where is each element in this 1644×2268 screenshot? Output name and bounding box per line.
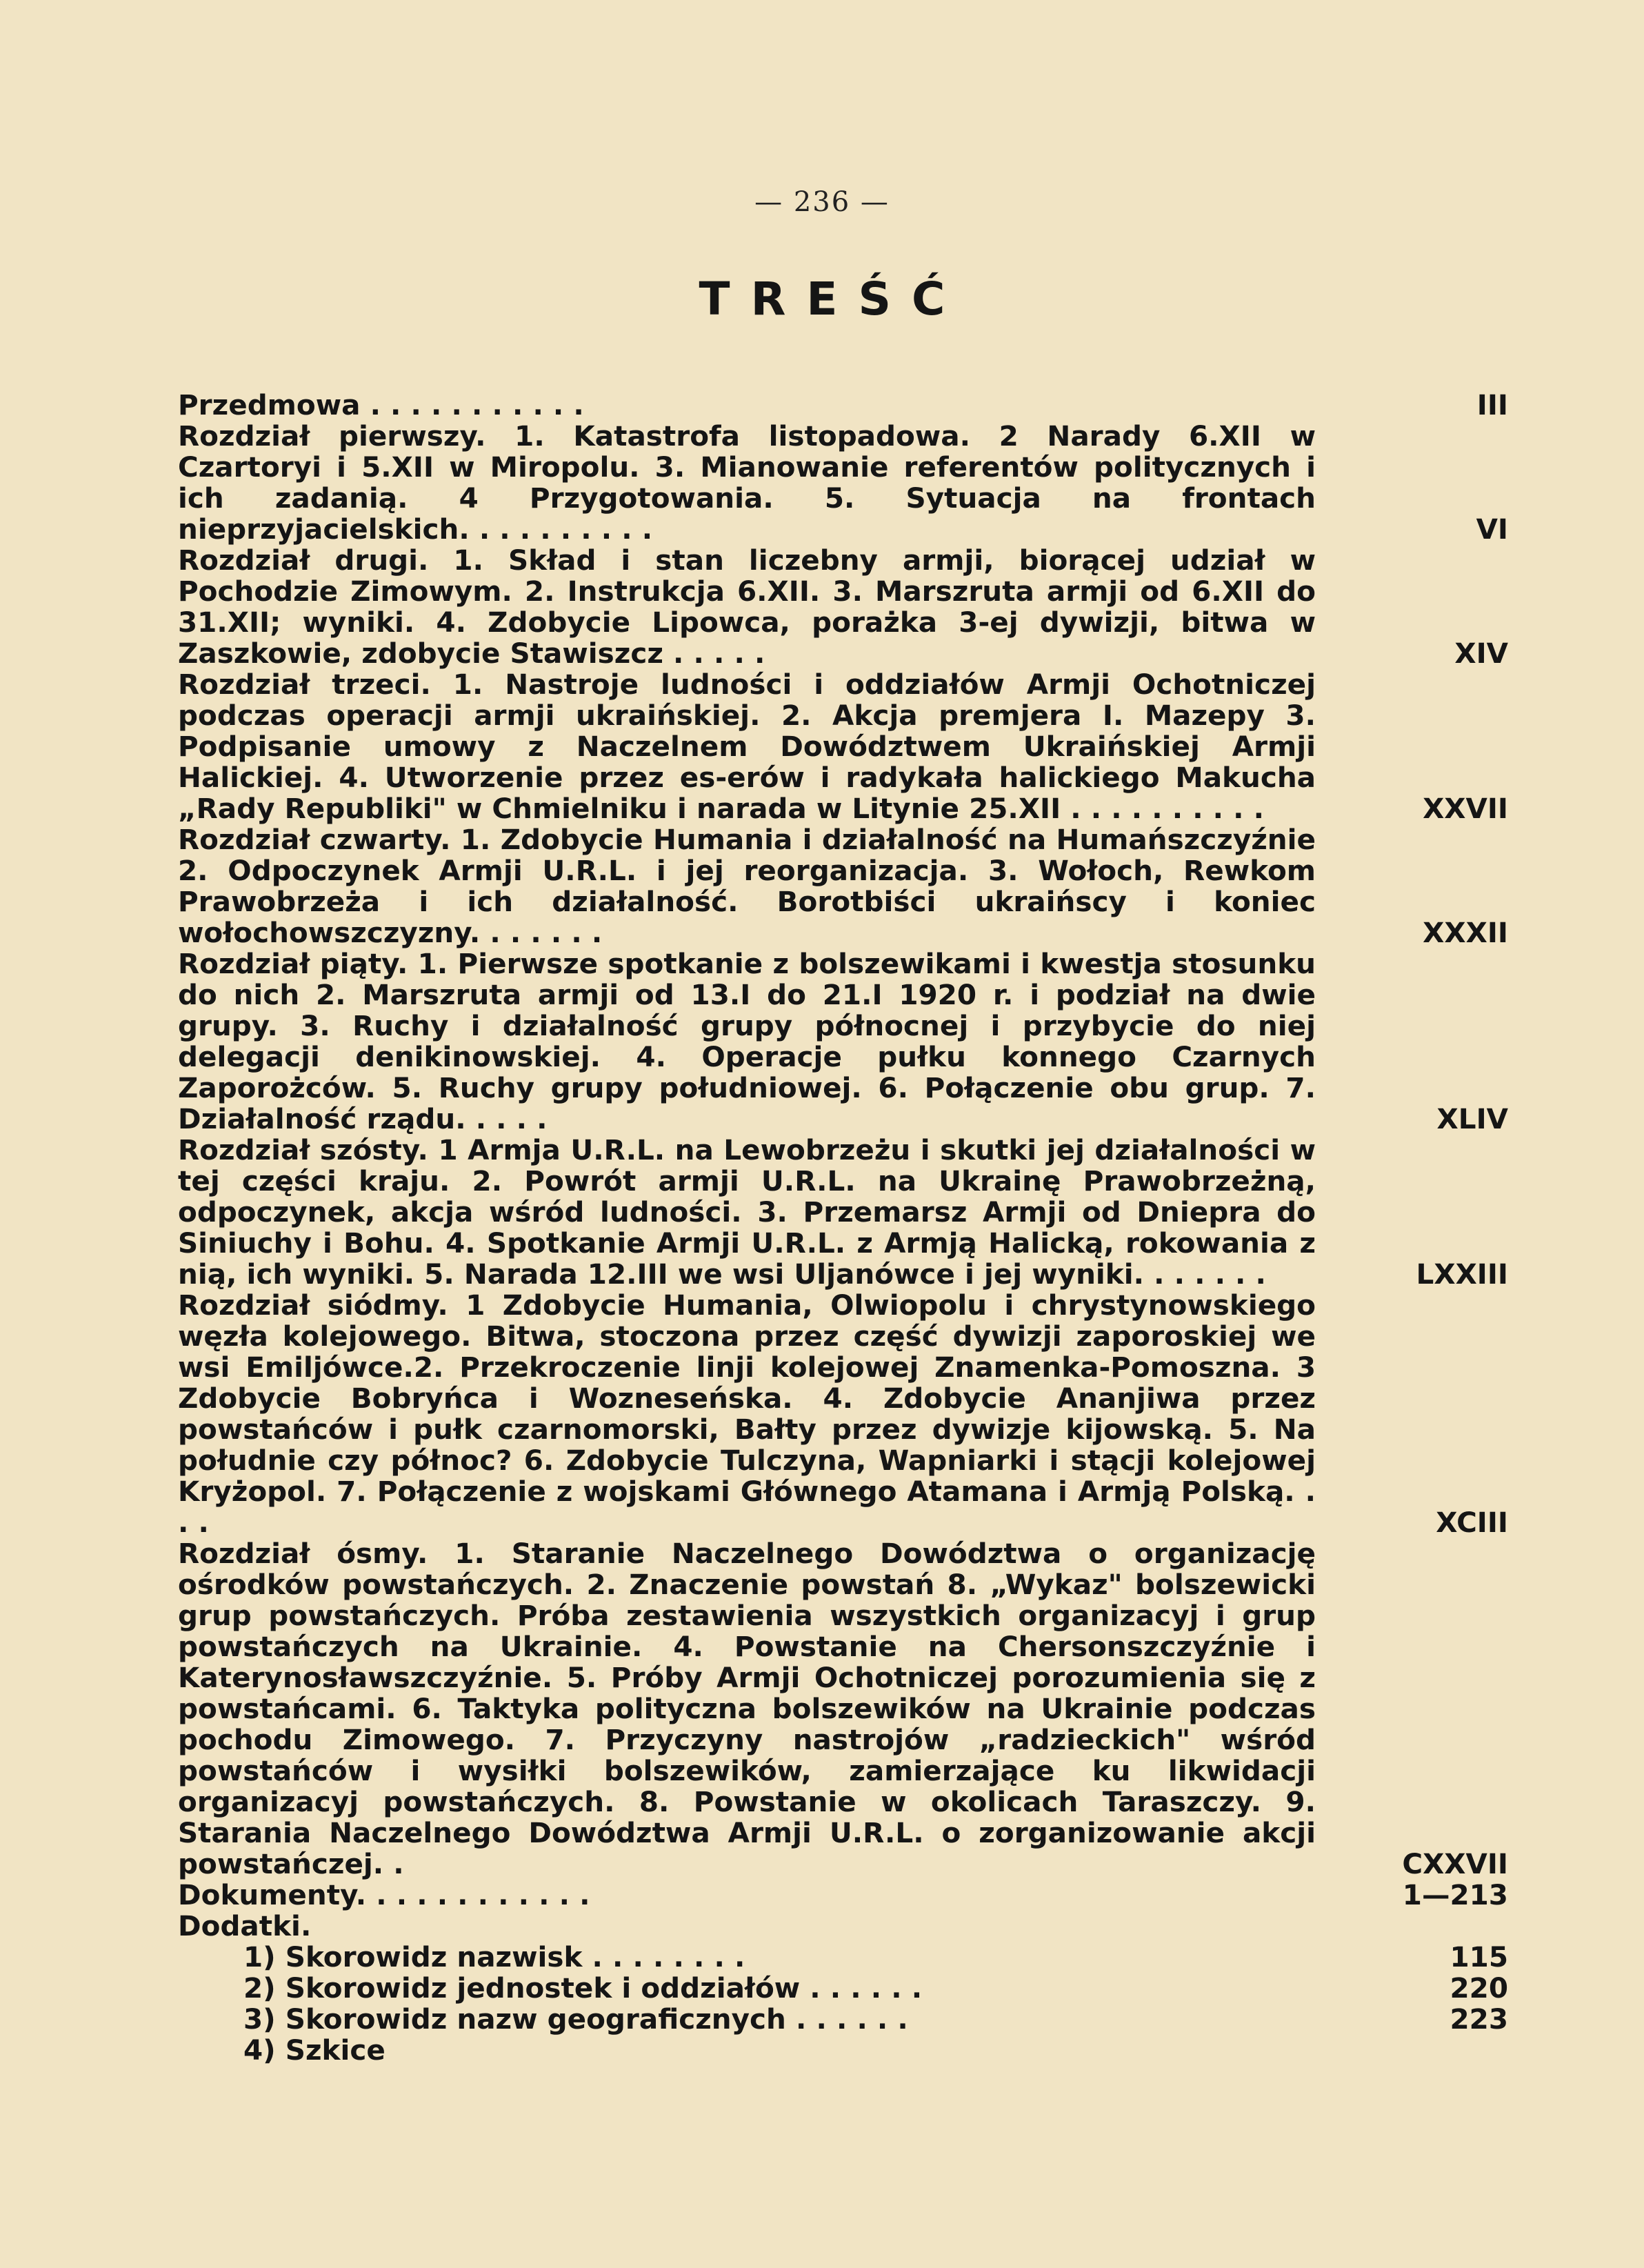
toc-entry-chapter-8 bbox=[178, 1538, 1512, 1880]
toc-appendix-text: 2) Skorowidz jednostek i oddziałów . . . . . . bbox=[243, 1971, 923, 2005]
toc-entry-page: VI bbox=[1476, 513, 1508, 546]
toc-appendix-page: 223 bbox=[1450, 2002, 1508, 2036]
toc-entry-text bbox=[178, 1538, 1316, 1880]
toc-appendix-2 bbox=[178, 1973, 1512, 2004]
toc-entry-page: CXXVII bbox=[1402, 1847, 1508, 1880]
toc-entry-chapter-6 bbox=[178, 1135, 1512, 1290]
toc-entry-text bbox=[178, 421, 1316, 545]
page-title: TREŚĆ bbox=[699, 272, 966, 326]
toc-entry-page: XIV bbox=[1454, 637, 1508, 670]
toc-entry-description: 1. Zdobycie Humania i działalność na Humańszczyźnie 2. Odpoczynek Armji U.R.L. i jej reorganizacja. 3. Wołoch, Rewkom Prawobrzeża i ich działalność. Borotbiści ukraińscy i koniec wołochowszczyzny. . . . . . . bbox=[178, 823, 1316, 949]
toc-appendix-page: 220 bbox=[1450, 1971, 1508, 2005]
toc-appendix-text: 4) Szkice bbox=[243, 2033, 385, 2067]
toc-appendix-4 bbox=[178, 2035, 1512, 2066]
toc-appendix-1 bbox=[178, 1942, 1512, 1973]
toc-entry-chapter-3 bbox=[178, 669, 1512, 824]
toc-entry-description: 1. Katastrofa listopadowa. 2 Narady 6.XII w Czartoryi i 5.XII w Miropolu. 3. Mianowanie referentów politycznych i ich zadanią. 4 Przygotowania. 5. Sytuacja na frontach nieprzyjacielskich. . . . . . . . . . bbox=[178, 419, 1316, 546]
toc-entry-description: 1. Pierwsze spotkanie z bolszewikami i kwestja stosunku do nich 2. Marszruta armji od 13.I do 21.I 1920 r. i podział na dwie grupy. 3. Ruchy i działalność grupy północnej i przybycie do niej delegacji denikinowskiej. 4. Operacje pułku konnego Czarnych Zaporożców. 5. Ruchy grupy południowej. 6. Połączenie obu grup. 7. Działalność rządu. . . . . bbox=[178, 947, 1316, 1135]
toc-entry-description: 1. Staranie Naczelnego Dowództwa o organizację ośrodków powstańczych. 2. Znaczenie powstań 8. „Wykaz" bolszewicki grup powstańczych. Próba zestawienia wszystkich organizacyj i grup powstańczych na Ukrainie. 4. Powstanie na Chersonszczyźnie i Katerynosławszczyźnie. 5. Próby Armji Ochotniczej porozumienia się z powstańcami. 6. Taktyka polityczna bolszewików na Ukrainie podczas pochodu Zimowego. 7. Przyczyny nastrojów „radzieckich" wśród powstańców i wysiłki bolszewików, zamierzające ku likwidacji organizacyj powstańczych. 8. Powstanie w okolicach Taraszczy. 9. Starania Naczelnego Dowództwa Armji U.R.L. o zorganizowanie akcji powstańczej. . bbox=[178, 1537, 1316, 1880]
toc-entry-label: Przedmowa bbox=[178, 388, 361, 421]
toc-entry-label: Rozdział piąty. bbox=[178, 947, 408, 980]
toc-entry-page: XXVII bbox=[1423, 792, 1508, 825]
toc-entry-page: 1—213 bbox=[1402, 1878, 1508, 1911]
toc-entry-text bbox=[178, 1880, 1316, 1911]
toc-entry-text bbox=[178, 824, 1316, 948]
toc-entry-description: 1 Zdobycie Humania, Olwiopolu i chrystynowskiego węzła kolejowego. Bitwa, stoczona przez część dywizji zaporoskiej we wsi Emiljówce.2. Przekroczenie linji kolejowej Znamenka-Pomoszna. 3 Zdobycie Bobryńca i Wozneseńska. 4. Zdobycie Ananjiwa przez powstańców i pułk czarnomorski, Bałty przez dywizje kijowską. 5. Na południe czy północ? 6. Zdobycie Tulczyna, Wapniarki i stącji kolejowej Kryżopol. 7. Połączenie z wojskami Głównego Atamana i Armją Polską. . . . bbox=[178, 1289, 1316, 1539]
toc-entry-description: . . . . . . . . . . . bbox=[366, 1878, 590, 1911]
toc-entry-chapter-2 bbox=[178, 545, 1512, 669]
toc-entry-description: 1 Armja U.R.L. na Lewobrzeżu i skutki jej działalności w tej części kraju. 2. Powrót armji U.R.L. na Ukrainę Prawobrzeżną, odpoczynek, akcja wśród ludności. 3. Przemarsz Armji od Dniepra do Siniuchy i Bohu. 4. Spotkanie Armji U.R.L. z Armją Halicką, rokowania z nią, ich wyniki. 5. Narada 12.III we wsi Uljanówce i jej wyniki. . . . . . . bbox=[178, 1133, 1316, 1291]
toc-entry-label: Rozdział szósty. bbox=[178, 1133, 428, 1166]
toc-entry-label: Rozdział czwarty. bbox=[178, 823, 451, 856]
toc-entry-text bbox=[178, 545, 1316, 669]
toc-entry-dodatki bbox=[178, 1911, 1512, 1942]
toc-entry-page: XLIV bbox=[1436, 1102, 1508, 1135]
toc-entry-description: . . . . . . . . . . . bbox=[360, 388, 584, 421]
toc-entry-description: 1. Skład i stan liczebny armji, biorącej udział w Pochodzie Zimowym. 2. Instrukcja 6.XII. 3. Marszruta armji od 6.XII do 31.XII; wyniki. 4. Zdobycie Lipowca, porażka 3-ej dywizji, bitwa w Zaszkowie, zdobycie Stawiszcz . . . . . bbox=[178, 544, 1316, 670]
toc-entry-text bbox=[178, 1135, 1316, 1290]
toc-entry-chapter-4 bbox=[178, 824, 1512, 948]
toc-appendix-text: 3) Skorowidz nazw geograficznych . . . . . . bbox=[243, 2002, 908, 2036]
toc-entry-dokumenty bbox=[178, 1880, 1512, 1911]
toc-entry-label: Dodatki. bbox=[178, 1909, 312, 1942]
table-of-contents bbox=[178, 390, 1512, 2066]
toc-entry-chapter-7 bbox=[178, 1290, 1512, 1538]
toc-entry-page: XXXII bbox=[1423, 916, 1508, 949]
toc-entry-chapter-5 bbox=[178, 948, 1512, 1135]
toc-entry-text bbox=[178, 1911, 1316, 1942]
toc-entry-label: Dokumenty. bbox=[178, 1878, 367, 1911]
toc-entry-description: 1. Nastroje ludności i oddziałów Armji Ochotniczej podczas operacji armji ukraińskiej. 2. Akcja premjera I. Mazepy 3. Podpisanie umowy z Naczelnem Dowództwem Ukraińskiej Armji Halickiej. 4. Utworzenie przez es-erów i radykała halickiego Makucha „Rady Republiki" w Chmielniku i narada w Litynie 25.XII . . . . . . . . . . bbox=[178, 668, 1316, 825]
toc-appendix-3 bbox=[178, 2004, 1512, 2035]
toc-entry-label: Rozdział pierwszy. bbox=[178, 419, 486, 452]
toc-entry-chapter-1 bbox=[178, 421, 1512, 545]
toc-entry-label: Rozdział ósmy. bbox=[178, 1537, 428, 1570]
toc-entry-page: LXXIII bbox=[1416, 1257, 1508, 1291]
toc-entry-label: Rozdział drugi. bbox=[178, 544, 429, 577]
toc-entry-label: Rozdział trzeci. bbox=[178, 668, 431, 701]
toc-entry-page: III bbox=[1476, 388, 1508, 421]
toc-appendix-page: 115 bbox=[1450, 1940, 1508, 1973]
toc-entry-text bbox=[178, 390, 1316, 421]
toc-entry-page: XCIII bbox=[1436, 1506, 1508, 1539]
page-number: — 236 — bbox=[754, 186, 890, 218]
toc-entry-text bbox=[178, 1290, 1316, 1538]
toc-entry-text bbox=[178, 948, 1316, 1135]
toc-entry-label: Rozdział siódmy. bbox=[178, 1289, 448, 1322]
toc-entry-przedmowa bbox=[178, 390, 1512, 421]
toc-entry-text bbox=[178, 669, 1316, 824]
toc-appendix-text: 1) Skorowidz nazwisk . . . . . . . . bbox=[243, 1940, 745, 1973]
